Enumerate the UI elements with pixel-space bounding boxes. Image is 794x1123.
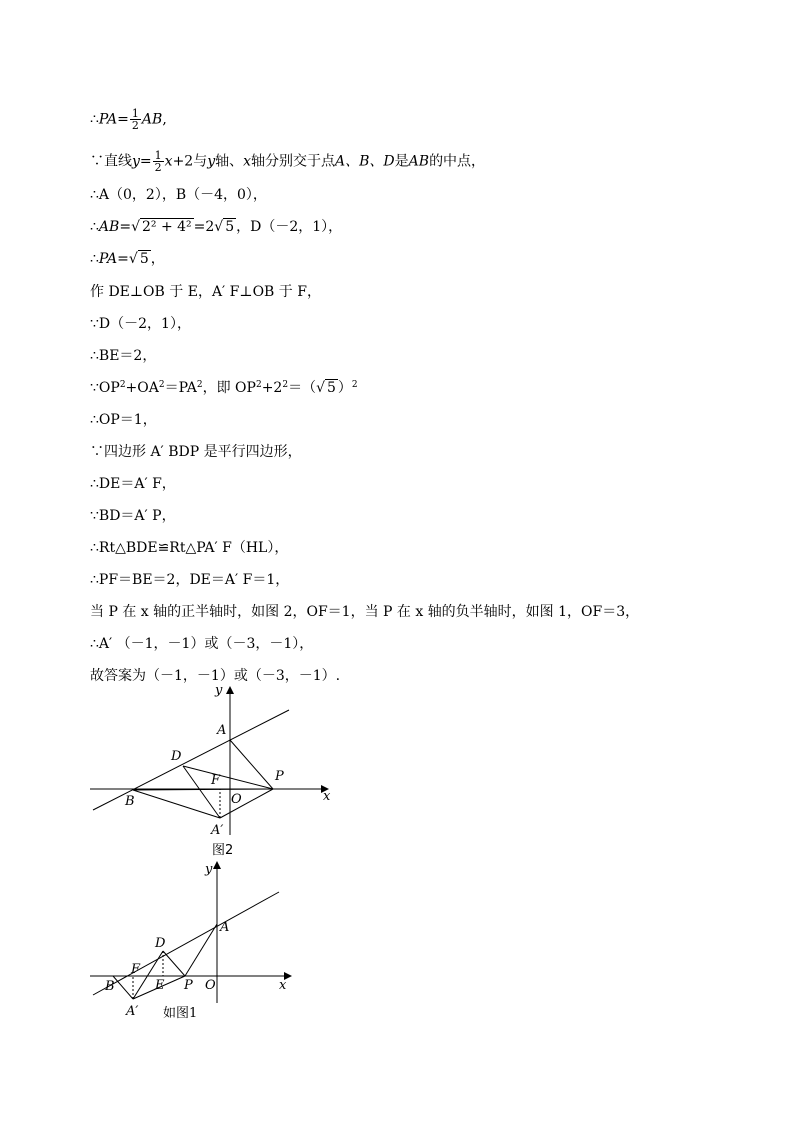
- frac-den: 2: [154, 161, 162, 174]
- var-ab: AB: [408, 153, 430, 170]
- superscript: 2: [351, 380, 358, 390]
- therefore-symbol: ∴: [90, 219, 99, 235]
- var-ab: AB: [98, 219, 120, 235]
- sqrt-icon: √: [131, 219, 140, 235]
- line-5: [90, 250, 165, 268]
- line-14: ∴Rt△BDE≌Rt△PA′ F（HL），: [90, 540, 289, 556]
- segment-d-p: [163, 951, 185, 976]
- equals: =: [117, 111, 129, 128]
- var-pa: PA: [98, 111, 118, 128]
- label-a-prime: A′: [211, 823, 224, 838]
- label-o: O: [205, 978, 216, 993]
- text: +OA: [125, 380, 159, 396]
- var-pa: PA: [98, 251, 118, 267]
- text: ＝（: [288, 380, 317, 396]
- text: ，D（－2，1），: [236, 219, 343, 235]
- therefore-symbol: ∴: [90, 251, 99, 267]
- label-x: x: [279, 978, 287, 993]
- label-b: B: [125, 794, 135, 809]
- equals: =: [139, 153, 152, 170]
- frac-num: 1: [131, 107, 139, 120]
- line-8: ∴BE＝2，: [90, 348, 157, 364]
- text: 是: [394, 153, 409, 170]
- var-ab: AB: [141, 111, 163, 128]
- line-13: ∵BD＝A′ P，: [90, 508, 176, 524]
- line-3: ∴A（0，2），B（－4，0），: [90, 187, 267, 203]
- line-4: [90, 218, 342, 236]
- label-x: x: [323, 789, 331, 804]
- sqrt-icon: √: [214, 219, 224, 235]
- label-y: y: [205, 862, 213, 877]
- line-10: ∴OP＝1，: [90, 412, 157, 428]
- line-bda: [93, 710, 289, 810]
- line-11: ∵四边形 A′ BDP 是平行四边形，: [90, 444, 302, 460]
- line-16: 当 P 在 x 轴的正半轴时，如图 2，OF＝1，当 P 在 x 轴的负半轴时，如图 1，OF＝3，: [90, 604, 640, 620]
- text: +2与: [172, 153, 208, 170]
- text: 轴、: [215, 153, 244, 170]
- label-d: D: [155, 936, 166, 951]
- label-a: A: [217, 723, 227, 738]
- segment-b-aprime: [113, 976, 133, 999]
- line-17: ∴A′ （－1，－1）或（－3，－1），: [90, 636, 314, 652]
- superscript: 2: [196, 380, 203, 390]
- label-a: A: [220, 920, 230, 935]
- segment-aprime-p: [220, 789, 273, 818]
- line-9: [90, 379, 358, 397]
- label-y: y: [215, 683, 223, 698]
- sqrt-radicand: 2² + 4²: [141, 219, 192, 235]
- text: +2: [261, 380, 283, 396]
- equals: =: [119, 219, 132, 235]
- sqrt-icon: √: [316, 380, 325, 396]
- var-x: x: [243, 153, 252, 170]
- figure-1-caption: 如图1: [163, 1006, 198, 1021]
- points-abd: A、B、D: [335, 153, 395, 170]
- text: 轴分别交于点: [251, 153, 336, 170]
- text: ＝PA: [164, 380, 197, 396]
- var-y: y: [207, 153, 216, 170]
- equals: =2: [193, 219, 215, 235]
- text: ∵OP: [90, 380, 120, 396]
- text: ，即 OP: [202, 380, 256, 396]
- fraction-one-half: [153, 150, 164, 173]
- line-6: 作 DE⊥OB 于 E，A′ F⊥OB 于 F，: [90, 284, 321, 300]
- text: 的中点，: [429, 153, 486, 170]
- segment-a-p: [185, 924, 217, 976]
- label-p: P: [275, 769, 284, 784]
- label-a-prime: A′: [126, 1004, 139, 1019]
- figure-2-diagram: [85, 680, 345, 860]
- sqrt-radicand: 5: [225, 219, 235, 235]
- sqrt-radicand: 5: [139, 251, 149, 267]
- var-x: x: [164, 153, 173, 170]
- because-line-text: ∵直线: [90, 153, 132, 170]
- line-1: [90, 108, 167, 131]
- equals: =: [117, 251, 129, 267]
- line-15: ∴PF＝BE＝2，DE＝A′ F＝1，: [90, 572, 290, 588]
- therefore-symbol: ∴: [90, 111, 99, 128]
- segment-a-p: [230, 740, 273, 789]
- sqrt-icon: √: [128, 251, 138, 267]
- comma: ,: [162, 111, 167, 128]
- figure-2-caption: 图2: [212, 843, 234, 858]
- superscript: 2: [158, 380, 165, 390]
- label-p: P: [184, 978, 193, 993]
- frac-num: 1: [154, 149, 162, 162]
- superscript: 2: [255, 380, 262, 390]
- label-f: F: [131, 962, 141, 977]
- sqrt-radicand: 5: [326, 380, 336, 396]
- label-o: O: [231, 792, 242, 807]
- text: ，: [150, 251, 165, 267]
- line-18: 故答案为（－1，－1）或（－3，－1）.: [90, 668, 341, 684]
- frac-den: 2: [131, 119, 139, 132]
- label-f: F: [211, 773, 221, 788]
- text: ）: [337, 380, 352, 396]
- line-2: [90, 150, 485, 173]
- var-y: y: [132, 153, 140, 170]
- figure-1-diagram: [85, 855, 305, 1030]
- superscript: 2: [282, 380, 289, 390]
- line-12: ∴DE＝A′ F，: [90, 476, 176, 492]
- superscript: 2: [119, 380, 126, 390]
- line-7: ∵D（－2，1），: [90, 316, 191, 332]
- segment-b-aprime: [133, 790, 220, 818]
- label-e: E: [155, 978, 165, 993]
- label-b: B: [105, 979, 115, 994]
- fraction-one-half: [130, 108, 141, 131]
- label-d: D: [171, 749, 182, 764]
